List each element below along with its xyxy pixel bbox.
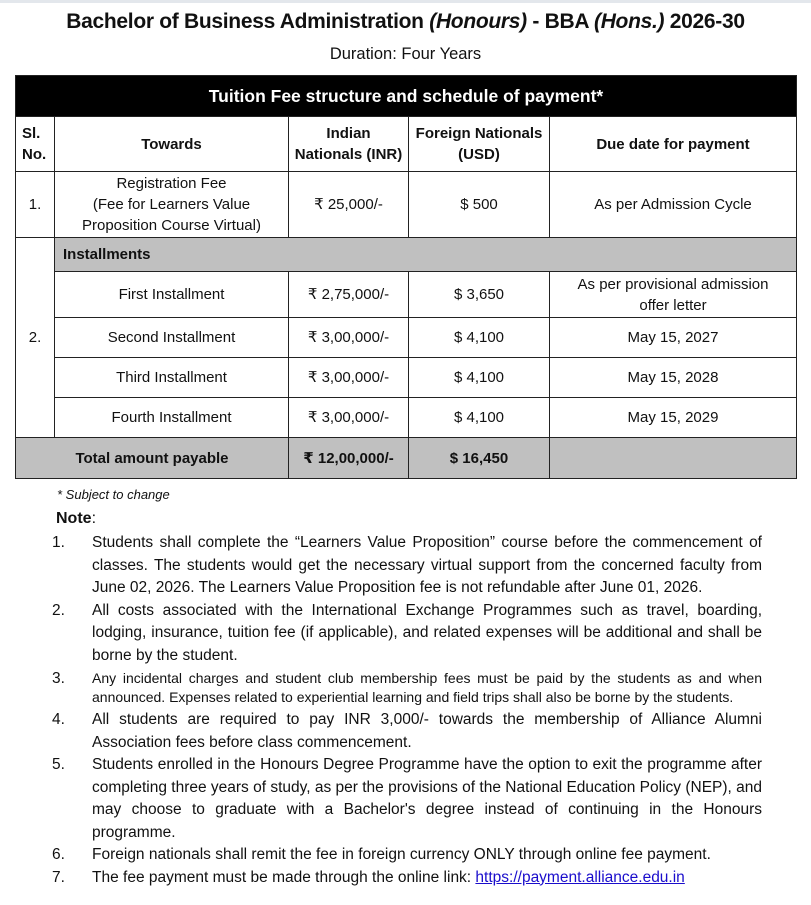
note-text: Foreign nationals shall remit the fee in foreign currency ONLY through online fee payment.: [92, 846, 711, 863]
note-text: Any incidental charges and student club membership fees must be paid by the students as and when announced. Expenses related to experiential learning and field trips shall also be borne by the students.: [92, 670, 762, 705]
header-due-date: Due date for payment: [550, 117, 797, 172]
cell-sl: 2.: [16, 238, 55, 438]
note-number: 2.: [52, 601, 65, 619]
cell-due: May 15, 2027: [550, 318, 797, 358]
cell-due: May 15, 2028: [550, 358, 797, 398]
note-text: Students shall complete the “Learners Value Proposition” course before the commencement of classes. The students would get the necessary virtual support from the concerned faculty from June 02, 2026. The Learners Value Proposition fee is not refundable after June 01, 2026.: [92, 534, 762, 596]
title-hons: (Hons.): [594, 10, 665, 33]
cell-towards: First Installment: [55, 272, 289, 318]
table-row: [16, 358, 797, 398]
note-number: 6.: [52, 846, 65, 863]
title-text: Bachelor of Business Administration: [66, 10, 430, 33]
page-title: [0, 10, 811, 34]
footnote: * Subject to change: [57, 487, 170, 502]
header-foreign: [409, 117, 550, 172]
cell-towards: [55, 172, 289, 238]
table-row-total: [16, 438, 797, 479]
table-row-installments-header: [16, 238, 797, 272]
header-foreign-line1: Foreign Nationals: [415, 125, 543, 142]
cell-usd: $ 4,100: [409, 358, 550, 398]
cell-due: [550, 272, 797, 318]
towards-line3: Proposition Course Virtual): [82, 217, 261, 234]
duration: Duration: Four Years: [329, 45, 482, 63]
cell-inr: ₹ 3,00,000/-: [289, 358, 409, 398]
cell-towards: Fourth Installment: [55, 398, 289, 438]
note-text: The fee payment must be made through the online link:: [92, 868, 476, 886]
header-indian-line1: Indian: [326, 125, 371, 142]
cell-usd: $ 500: [409, 172, 550, 238]
due-line2: offer letter: [639, 296, 707, 314]
header-sl-line2: No.: [22, 146, 47, 163]
total-due: [550, 438, 797, 479]
table-row: [16, 318, 797, 358]
cell-towards: Second Installment: [55, 318, 289, 358]
cell-due: May 15, 2029: [550, 398, 797, 438]
table-row: [16, 272, 797, 318]
cell-inr: ₹ 2,75,000/-: [289, 272, 409, 318]
header-foreign-line2: (USD): [458, 146, 500, 163]
installments-label: Installments: [55, 238, 797, 272]
towards-line2: (Fee for Learners Value: [92, 196, 251, 213]
cell-usd: $ 3,650: [409, 272, 550, 318]
cell-inr: ₹ 3,00,000/-: [289, 398, 409, 438]
note-number: 5.: [52, 756, 65, 773]
cell-usd: $ 4,100: [409, 318, 550, 358]
table-row: [16, 398, 797, 438]
cell-inr: ₹ 3,00,000/-: [289, 318, 409, 358]
note-item: [50, 600, 762, 668]
note-text: Students enrolled in the Honours Degree Programme have the option to exit the programme after completing three years of study, as per the provisions of the National Education Policy (NEP), and may choose to graduate with a Bachelor's degree instead of continuing in the Honours programme.: [92, 756, 763, 841]
header-indian-line2: Nationals (INR): [294, 146, 403, 163]
note-number: 1.: [52, 534, 65, 551]
note-number: 3.: [52, 670, 65, 687]
title-year: 2026-30: [664, 10, 745, 33]
total-inr: ₹ 12,00,000/-: [289, 438, 409, 479]
table-banner-row: [16, 76, 797, 117]
table-header-row: [16, 117, 797, 172]
table-row-registration: [16, 172, 797, 238]
header-sl-no: [16, 117, 55, 172]
cell-inr: ₹ 25,000/-: [289, 172, 409, 238]
title-text-2: - BBA: [526, 10, 594, 33]
note-item: [50, 867, 762, 890]
towards-line1: Registration Fee: [116, 175, 227, 192]
header-indian: [289, 117, 409, 172]
note-heading: [56, 510, 96, 528]
note-item: [50, 669, 762, 707]
note-title: Note: [56, 510, 92, 527]
note-item: [50, 532, 762, 600]
fee-table: [15, 75, 797, 479]
notes-list: [50, 532, 762, 889]
note-text: All costs associated with the International Exchange Programmes such as travel, boarding, lodging, insurance, tuition fee (if applicable), and related expenses will be additional and shall be borne by the student.: [92, 601, 762, 664]
cell-towards: Third Installment: [55, 358, 289, 398]
payment-link[interactable]: https://payment.alliance.edu.in: [475, 868, 685, 886]
total-usd: $ 16,450: [409, 438, 550, 479]
note-text: All students are required to pay INR 3,000/- towards the membership of Alliance Alumni Association fees before class commencement.: [92, 711, 762, 751]
table-banner: Tuition Fee structure and schedule of payment*: [16, 76, 797, 117]
note-item: [50, 709, 762, 754]
title-honours: (Honours): [429, 10, 527, 33]
note-item: [50, 754, 762, 844]
note-number: 4.: [52, 711, 65, 728]
cell-sl: 1.: [16, 172, 55, 238]
note-colon: :: [91, 510, 97, 527]
total-label: Total amount payable: [16, 438, 289, 479]
note-number: 7.: [52, 868, 65, 886]
header-towards: Towards: [55, 117, 289, 172]
note-item: [50, 844, 762, 867]
cell-usd: $ 4,100: [409, 398, 550, 438]
cell-due: As per Admission Cycle: [550, 172, 797, 238]
due-line1: As per provisional admission: [577, 275, 769, 293]
header-sl-line1: Sl.: [22, 125, 41, 142]
